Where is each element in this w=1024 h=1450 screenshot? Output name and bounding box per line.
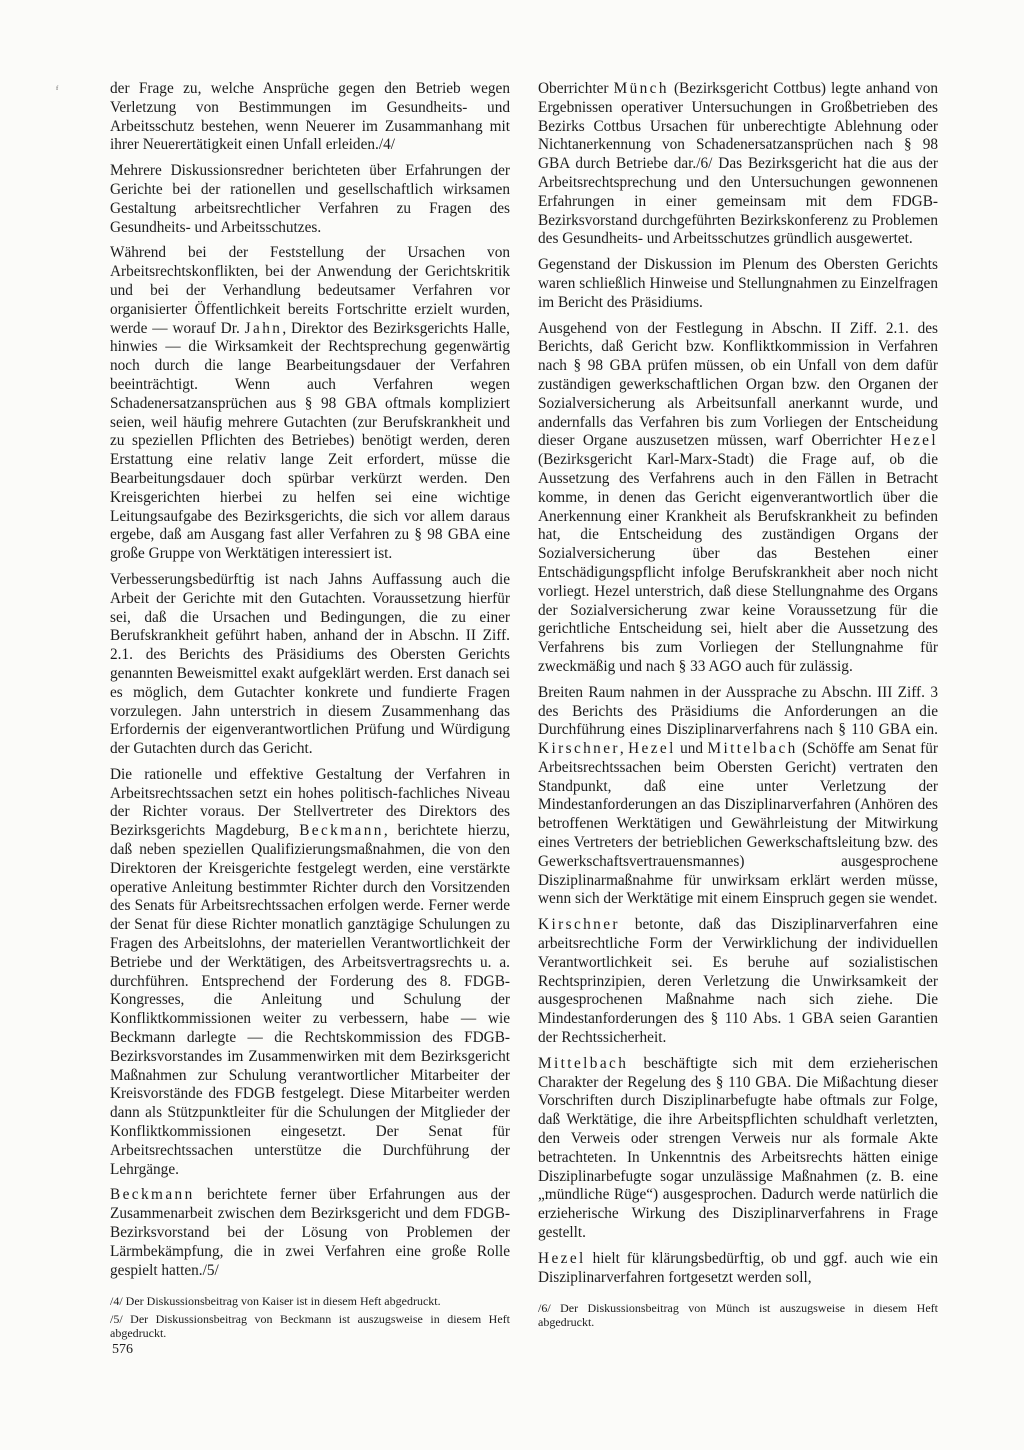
text-run: Mehrere Diskussionsredner berichteten über Erfahrungen der Gerichte bei der rationellen und gesellschaftlich wirksamen Gestaltung arbeitsrechtlicher Verfahren zu Fragen des Gesundheits- und Arbeitsschutzes. bbox=[110, 162, 510, 236]
text-run: Die rationelle und effektive Gestaltung der Verfahren in Arbeitsrechtssachen setzt ein hohes politisch-fachliches Niveau der Richter voraus. Der Stellvertreter des Direktors des Bezirksgerichts Magdeburg, bbox=[110, 765, 510, 840]
right-column-body bbox=[538, 80, 938, 1287]
text-run: berichtete ferner über Erfahrungen aus der Zusammenarbeit zwischen dem Bezirksgericht und dem FDGB-Bezirksvorstand bei der Lösung von Problemen der Lärmbekämpfung, die in zwei Verfahren eine große Rolle gespielt hatten./5/ bbox=[110, 1186, 510, 1279]
text-run: betonte, daß das Disziplinarverfahren eine arbeitsrechtliche Form der Verwirklichung der individuellen Verantwortlichkeit sei. Es beruhe auf sozialistischen Rechtsprinzipien, deren Verletzung die Unwirksamkeit der ausgesprochenen Maßnahme nach sich ziehe. Die Mindestanforderungen des § 110 Abs. 1 GBA seien Garantien der Rechtssicherheit. bbox=[538, 916, 938, 1047]
paragraph bbox=[538, 256, 938, 312]
spaced-name: Mittelbach bbox=[707, 740, 798, 758]
paragraph bbox=[538, 1055, 938, 1243]
text-run: Während bei der Feststellung der Ursachen von Arbeitsrechtskonflikten, bei der Anwendung der Gerichtskritik und bei der Verhandlung bedeutsamer Verfahren vor organisierter Öffentlichkeit bereits Fortschritte erzielt wurden, werde — worauf Dr. bbox=[110, 244, 510, 337]
text-run: , berichtete hierzu, daß neben speziellen Qualifizierungsmaßnahmen, die von den Direktoren der Kreisgerichte festgelegt werden, eine verstärkte operative Anleitung bestimmter Richter durch den Vorsitzenden des Senats für Arbeitsrechtssachen erfolgen werde. Ferner werde der Senat für diese Richter monatlich ganztägige Schulungen zu Fragen des Arbeitslohns, der materiellen Verantwortlichkeit der Betriebe und der Werktätigen, des Arbeitsvertragsrechts u. a. durchführen. Entsprechend der Forderung des 8. FDGB-Kongresses, die Anleitung und Schulung der Konfliktkommissionen weiter zu verbessern, habe — wie Beckmann darlegte — die Rechtskommission des FDGB-Bezirksvorstandes im Zusammenwirken mit dem Bezirksgericht Maßnahmen zur Schulung verantwortlicher Mitarbeiter der Kreisvorstände des FDGB festgelegt. Diese Mitarbeiter werden dann als Stützpunktleiter für die Schulungen der Mitglieder der Konfliktkommissionen eingesetzt. Der Senat für Arbeitsrechtssachen unterstütze die Durchführung der Lehrgänge. bbox=[110, 822, 510, 1178]
text-run: der Frage zu, welche Ansprüche gegen den Betrieb wegen Verletzung von Bestimmungen im Gesundheits- und Arbeitsschutz bestehen, wenn Neuerer im Zusammanhang mit ihrer Neuerertätigkeit einen Unfall erleiden./4/ bbox=[110, 80, 510, 154]
footnote-6: /6/ Der Diskussionsbeitrag von Münch ist auszugsweise in diesem Heft abgedruckt. bbox=[538, 1301, 938, 1330]
paragraph bbox=[110, 571, 510, 759]
text-run: , bbox=[619, 740, 629, 758]
spaced-name: Beckmann bbox=[110, 1186, 195, 1204]
text-run: und bbox=[675, 740, 708, 758]
paragraph bbox=[538, 80, 938, 249]
paragraph bbox=[110, 244, 510, 564]
page-number: 576 bbox=[112, 1342, 133, 1357]
spaced-name: Münch bbox=[613, 80, 669, 97]
spaced-name: Beckmann bbox=[299, 822, 384, 840]
spaced-name: Kirschner bbox=[538, 916, 620, 934]
spaced-name: Mittelbach bbox=[538, 1054, 629, 1072]
right-footnotes bbox=[538, 1301, 938, 1329]
spaced-name: Hezel bbox=[538, 1249, 586, 1267]
text-run: (Bezirksgericht Karl-Marx-Stadt) die Frage auf, ob die Aussetzung des Verfahrens auch in den Fällen in Betracht komme, in denen das Gericht eigenverantwortlich über die Anerkennung einer Krankheit als Berufskrankheit zu befinden hat, die Entscheidung des zuständigen Organs der Sozialversicherung über das Bestehen einer Entschädigungspflicht infolge Berufskrankheit aber noch nicht vorliegt. Hezel unterstrich, daß diese Stellungnahme des Organs der Sozialversicherung zwar keine Voraussetzung für die gerichtliche Entscheidung sei, hielt aber die Aussetzung des Verfahrens bis zum Vorliegen der Stellungnahme für zweckmäßig und nach § 33 AGO auch für zulässig. bbox=[538, 451, 938, 675]
text-run: Ausgehend von der Festlegung in Abschn. II Ziff. 2.1. des Berichts, daß Gericht bzw. Konfliktkommission in Verfahren nach § 98 GBA prüfen müssen, ob ein Unfall von dem dafür zuständigen gewerkschaftlichen Organ bzw. den Organen der Sozialversicherung als Arbeitsunfall anerkannt wurde, und andernfalls das Verfahren bis zum Vorliegen der Entscheidung dieser Organe auszusetzen müssen, warf Oberrichter bbox=[538, 319, 938, 450]
paragraph bbox=[110, 162, 510, 237]
footnote-5: /5/ Der Diskussionsbeitrag von Beckmann ist auszugsweise in diesem Heft abgedruckt. bbox=[110, 1312, 510, 1341]
text-run: beschäftigte sich mit dem erzieherischen Charakter der Regelung des § 110 GBA. Die Mißachtung dieser Vorschriften durch Disziplinarbefugte habe oftmals zur Folge, daß Werktätige, die ihre Arbeitspflichten schuldhaft verletzten, den Verweis oder strengen Verweis nur als formale Akte betrachteten. In Unkenntnis des Arbeitsrechts hätten einige Disziplinarbefugte sogar unzulässige Maßnahmen (z. B. eine „mündliche Rüge“) ausgesprochen. Dadurch werde natürlich die erzieherische Wirkung des Disziplinarverfahrens in Frage gestellt. bbox=[538, 1054, 938, 1242]
text-run: (Schöffe am Senat für Arbeitsrechtssachen beim Obersten Gericht) vertraten den Standpunkt, daß eine unter Verletzung der Mindestanforderungen an das Disziplinarverfahren (Anhören des betroffenen Werktätigen und Gewährleistung der Mitwirkung eines Vertreters der betrieblichen Gewerkschaftsleitung bzw. des Gewerkschaftsvertrauensmannes) ausgesprochene Disziplinarmaßnahme für unwirksam erklärt werden müsse, wenn sich der Werktätige mit einem Einspruch gegen sie wendet. bbox=[538, 740, 939, 908]
paragraph bbox=[538, 916, 938, 1048]
left-footnotes bbox=[110, 1294, 510, 1340]
text-run: Oberrichter bbox=[538, 80, 614, 97]
text-run: Verbesserungsbedürftig ist nach Jahns Auffassung auch die Arbeit der Gerichte mit den Gutachten. Voraussetzung hierfür sei, daß die Ursachen und Bedingungen, die zu einer Berufskrankheit geführt haben, anhand der in Abschn. II Ziff. 2.1. des Berichts des Präsidiums des Obersten Gerichts genannten Beweismittel exakt aufgeklärt werden. Erst danach sei es möglich, dem Gutachter konkrete und fundierte Fragen vorzulegen. Jahn unterstrich in diesem Zusammenhang das Erfordernis der eigenverantwortlichen Prüfung und Würdigung der Gutachten durch das Gericht. bbox=[110, 570, 510, 758]
paragraph bbox=[538, 320, 938, 677]
left-column bbox=[110, 80, 510, 1344]
paragraph bbox=[110, 1186, 510, 1280]
paragraph bbox=[110, 766, 510, 1180]
text-run: (Bezirksgericht Cottbus) legte anhand von Ergebnissen operativer Untersuchungen in Großbetrieben des Bezirks Cottbus Ursachen für unberechtigte Ablehnung oder Nichtanerkennung von Schadenersatzansprüchen nach § 98 GBA durch Betriebe dar./6/ Das Bezirksgericht hat die aus der Arbeitsrechtsprechung und den Untersuchungen gewonnenen Erfahrungen in einer gemeinsam mit dem FDGB-Bezirksvorstand durchgeführten Bezirkskonferenz zu Problemen des Gesundheits- und Arbeitsschutzes gründlich ausgewertet. bbox=[538, 80, 939, 248]
right-column bbox=[538, 80, 938, 1333]
spaced-name: Hezel bbox=[890, 432, 938, 450]
text-run: hielt für klärungsbedürftig, ob und ggf. auch wie ein Disziplinarverfahren fortgesetzt werden soll, bbox=[538, 1249, 938, 1286]
text-run: , Direktor des Bezirksgerichts Halle, hinwies — die Wirksamkeit der Rechtsprechung gegenwärtig noch durch die lange Bearbeitungsdauer der Verfahren beeinträchtigt. Wenn auch Verfahren wegen Schadenersatzansprüchen aus § 98 GBA oftmals kompliziert seien, weil häufig mehrere Gutachten (zur Berufskrankheit und zu speziellen Pflichten des Betriebes) benötigt werden, deren Erstattung eine relativ lange Zeit erfordert, müsse die Bearbeitungsdauer doch spürbar verkürzt werden. Den Kreisgerichten hierbei zu helfen sei eine wichtige Leitungsaufgabe des Bezirksgerichts, die sich vor allem daraus ergebe, daß am Ausgang fast aller Verfahren zu § 98 GBA eine große Gruppe von Werktätigen interessiert ist. bbox=[110, 319, 511, 563]
spaced-name: Kirschner bbox=[538, 740, 620, 758]
paragraph bbox=[110, 80, 510, 155]
paragraph bbox=[538, 684, 938, 910]
spaced-name: Jahn bbox=[244, 319, 283, 337]
text-run: Gegenstand der Diskussion im Plenum des Obersten Gerichts waren schließlich Hinweise und Stellungnahmen zu Einzelfragen im Bericht des Präsidiums. bbox=[538, 256, 938, 311]
left-column-body bbox=[110, 80, 510, 1280]
text-run: Breiten Raum nahmen in der Aussprache zu Abschn. III Ziff. 3 des Berichts des Präsidiums die Anforderungen an die Durchführung eines Disziplinarverfahrens nach § 110 GBA ein. bbox=[538, 683, 938, 739]
footnote-4: /4/ Der Diskussionsbeitrag von Kaiser ist in diesem Heft abgedruckt. bbox=[110, 1294, 441, 1309]
spaced-name: Hezel bbox=[628, 740, 676, 758]
stray-mark: ᶠ bbox=[56, 84, 59, 96]
paragraph bbox=[538, 1250, 938, 1288]
